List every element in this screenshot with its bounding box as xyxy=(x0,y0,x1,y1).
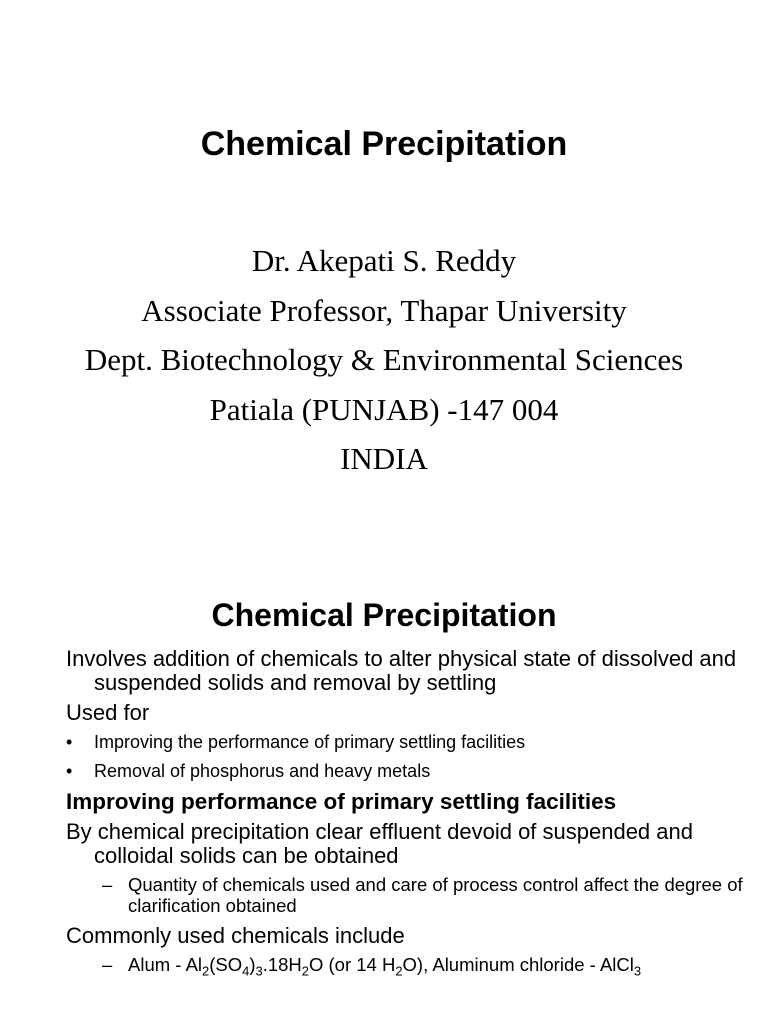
content-slide xyxy=(0,562,768,1024)
chemical-list-item xyxy=(66,954,756,979)
slide-title: Chemical Precipitation xyxy=(200,125,568,163)
intro-paragraph: Involves addition of chemicals to alter physical state of dissolved and suspended solids and removal by settling xyxy=(66,646,737,695)
list-item xyxy=(66,731,756,753)
author-position: Associate Professor, Thapar University xyxy=(141,292,627,328)
sub-point xyxy=(66,874,756,916)
bullet-mark: • xyxy=(66,732,73,752)
author-name: Dr. Akepati S. Reddy xyxy=(251,243,517,278)
author-city: Patiala (PUNJAB) -147 004 xyxy=(209,391,559,427)
list-item xyxy=(66,760,756,782)
bullet-mark: • xyxy=(66,761,73,781)
dash-mark: – xyxy=(102,874,113,895)
section-heading: Improving performance of primary settling facilities xyxy=(66,789,617,814)
chemical-formula-text: Alum - $Al_2(SO_4)_3.18H_2O$ (or 14 $H_2O$), Aluminum chloride - AlCl$_3$ xyxy=(128,954,642,979)
author-info xyxy=(0,236,768,484)
author-department: Dept. Biotechnology & Environmental Sciences xyxy=(84,342,684,377)
sub-point-text: Quantity of chemicals used and care of process control affect the degree of clarification obtained xyxy=(128,874,743,916)
precipitation-paragraph: By chemical precipitation clear effluent devoid of suspended and colloidal solids can be obtained xyxy=(66,819,693,868)
list-item-text: Improving the performance of primary settling facilities xyxy=(94,732,526,752)
slide-title: Chemical Precipitation xyxy=(211,597,557,633)
dash-mark: – xyxy=(102,954,113,975)
author-country: INDIA xyxy=(340,441,428,476)
slide-body xyxy=(66,647,756,983)
chemicals-label: Commonly used chemicals include xyxy=(66,923,405,948)
used-for-label: Used for xyxy=(66,700,150,725)
list-item-text: Removal of phosphorus and heavy metals xyxy=(94,761,431,781)
